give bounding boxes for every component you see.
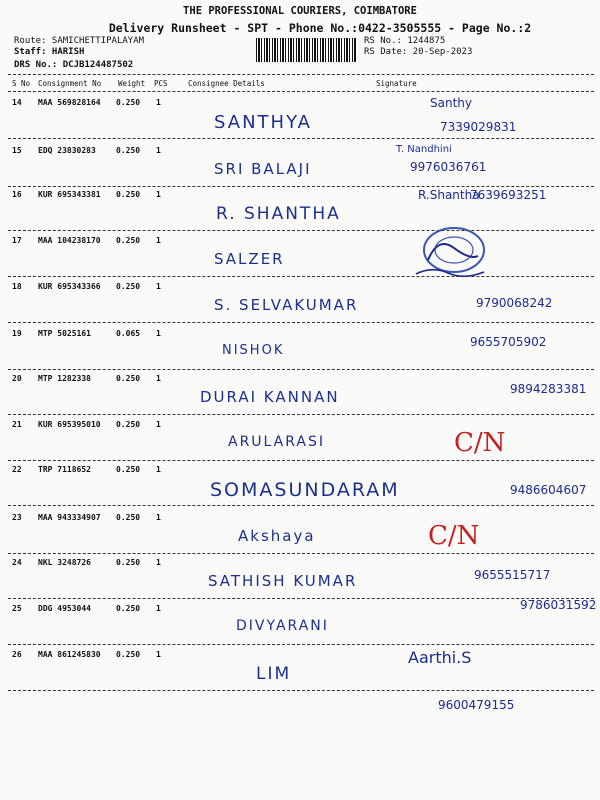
row-cn-mark: C/N [454,428,506,458]
row-sno: 22 [12,465,22,474]
row-weight: 0.250 [116,650,141,659]
row-consignment-no: EDQ 23830283 [38,146,96,155]
row-consignment-no: DDG 4953044 [38,604,91,613]
row-phone: 9486604607 [510,483,587,497]
row-consignee-name: LIM [256,664,292,684]
row-pcs: 1 [156,465,161,474]
row-sno: 20 [12,374,22,383]
col-header-weight: Weight [118,79,146,88]
row-pcs: 1 [156,650,161,659]
row-consignee-name: Akshaya [238,527,316,545]
row-weight: 0.250 [116,282,141,291]
row-divider [8,276,594,277]
row-pcs: 1 [156,513,161,522]
row-pcs: 1 [156,146,161,155]
row-weight: 0.250 [116,558,141,567]
col-header-consignment: Consignment No [38,79,102,88]
rs-number: RS No.: 1244875 [364,36,446,46]
divider [8,91,594,92]
row-sno: 26 [12,650,22,659]
row-consignment-no: KUR 695395010 [38,420,101,429]
row-phone: 9655515717 [474,568,551,582]
row-consignee-name: DIVYARANI [236,618,329,634]
staff-label: Staff: HARISH [14,47,85,57]
row-sno: 18 [12,282,22,291]
row-consignee-name: R. SHANTHA [216,204,341,224]
row-divider [8,460,594,461]
row-divider [8,690,594,691]
row-weight: 0.250 [116,98,141,107]
row-pcs: 1 [156,604,161,613]
row-divider [8,598,594,599]
row-pcs: 1 [156,420,161,429]
row-sno: 21 [12,420,22,429]
row-phone: 7339029831 [440,120,517,134]
row-signature: Aarthi.S [408,648,472,667]
row-pcs: 1 [156,98,161,107]
row-consignee-name: ARULARASI [228,434,326,450]
barcode [256,38,356,62]
row-signature: Santhy [430,96,472,110]
row-pcs: 1 [156,190,161,199]
row-sno: 23 [12,513,22,522]
row-sno: 17 [12,236,22,245]
row-pcs: 1 [156,374,161,383]
row-phone: 9894283381 [510,382,587,396]
row-consignee-name: SRI BALAJI [214,160,312,178]
row-consignee-name: SOMASUNDARAM [210,479,400,501]
row-phone: 9786031592 [520,598,597,612]
row-consignment-no: NKL 3248726 [38,558,91,567]
row-consignment-no: MTP 1282338 [38,374,91,383]
document-subtitle: Delivery Runsheet - SPT - Phone No.:0422-3505555 - Page No.:2 [108,21,532,35]
row-pcs: 1 [156,329,161,338]
row-sno: 16 [12,190,22,199]
row-pcs: 1 [156,236,161,245]
row-consignee-name: S. SELVAKUMAR [214,296,359,314]
row-consignment-no: KUR 695343381 [38,190,101,199]
row-weight: 0.250 [116,465,141,474]
row-weight: 0.065 [116,329,141,338]
row-sno: 24 [12,558,22,567]
row-consignment-no: KUR 695343366 [38,282,101,291]
row-consignment-no: MAA 104238170 [38,236,101,245]
row-consignee-name: SANTHYA [214,112,312,133]
row-divider [8,414,594,415]
row-consignment-no: TRP 7118652 [38,465,91,474]
row-phone: 9655705902 [470,335,547,349]
row-phone: 9600479155 [438,698,515,712]
row-consignment-no: MAA 861245830 [38,650,101,659]
row-consignment-no: MTP 5025161 [38,329,91,338]
row-weight: 0.250 [116,420,141,429]
route-label: Route: SAMICHETTIPALAYAM [14,36,145,46]
row-consignee-name: NISHOK [222,343,285,358]
row-consignment-no: MAA 943334907 [38,513,101,522]
col-header-signature: Signature [376,79,417,88]
row-divider [8,138,594,139]
row-weight: 0.250 [116,190,141,199]
row-consignee-name: SATHISH KUMAR [208,572,358,590]
row-sno: 19 [12,329,22,338]
drs-number: DRS No.: DCJB124487502 [14,60,134,70]
rs-date: RS Date: 20-Sep-2023 [364,47,473,57]
row-pcs: 1 [156,558,161,567]
col-header-pcs: PCS [154,79,168,88]
row-divider [8,369,594,370]
row-signature: R.Shantha [418,188,480,202]
row-weight: 0.250 [116,604,141,613]
row-sno: 15 [12,146,22,155]
row-divider [8,322,594,323]
row-sno: 14 [12,98,22,107]
delivery-stamp [408,226,488,280]
row-consignment-no: MAA 569828164 [38,98,101,107]
row-phone: 7639693251 [470,188,547,202]
col-header-consignee: Consignee Details [188,79,265,88]
row-cn-mark: C/N [428,521,480,551]
row-consignee-name: DURAI KANNAN [200,388,340,406]
row-signature: T. Nandhini [396,144,452,155]
row-divider [8,553,594,554]
row-sno: 25 [12,604,22,613]
col-header-sno: S No [12,79,31,88]
row-phone: 9976036761 [410,160,487,174]
divider [8,74,594,75]
row-weight: 0.250 [116,374,141,383]
row-weight: 0.250 [116,513,141,522]
row-weight: 0.250 [116,236,141,245]
row-divider [8,230,594,231]
row-divider [8,505,594,506]
row-consignee-name: SALZER [214,250,285,268]
row-divider [8,644,594,645]
document-title: THE PROFESSIONAL COURIERS, COIMBATORE [183,5,417,17]
row-phone: 9790068242 [476,296,553,310]
row-divider [8,186,594,187]
row-weight: 0.250 [116,146,141,155]
row-pcs: 1 [156,282,161,291]
